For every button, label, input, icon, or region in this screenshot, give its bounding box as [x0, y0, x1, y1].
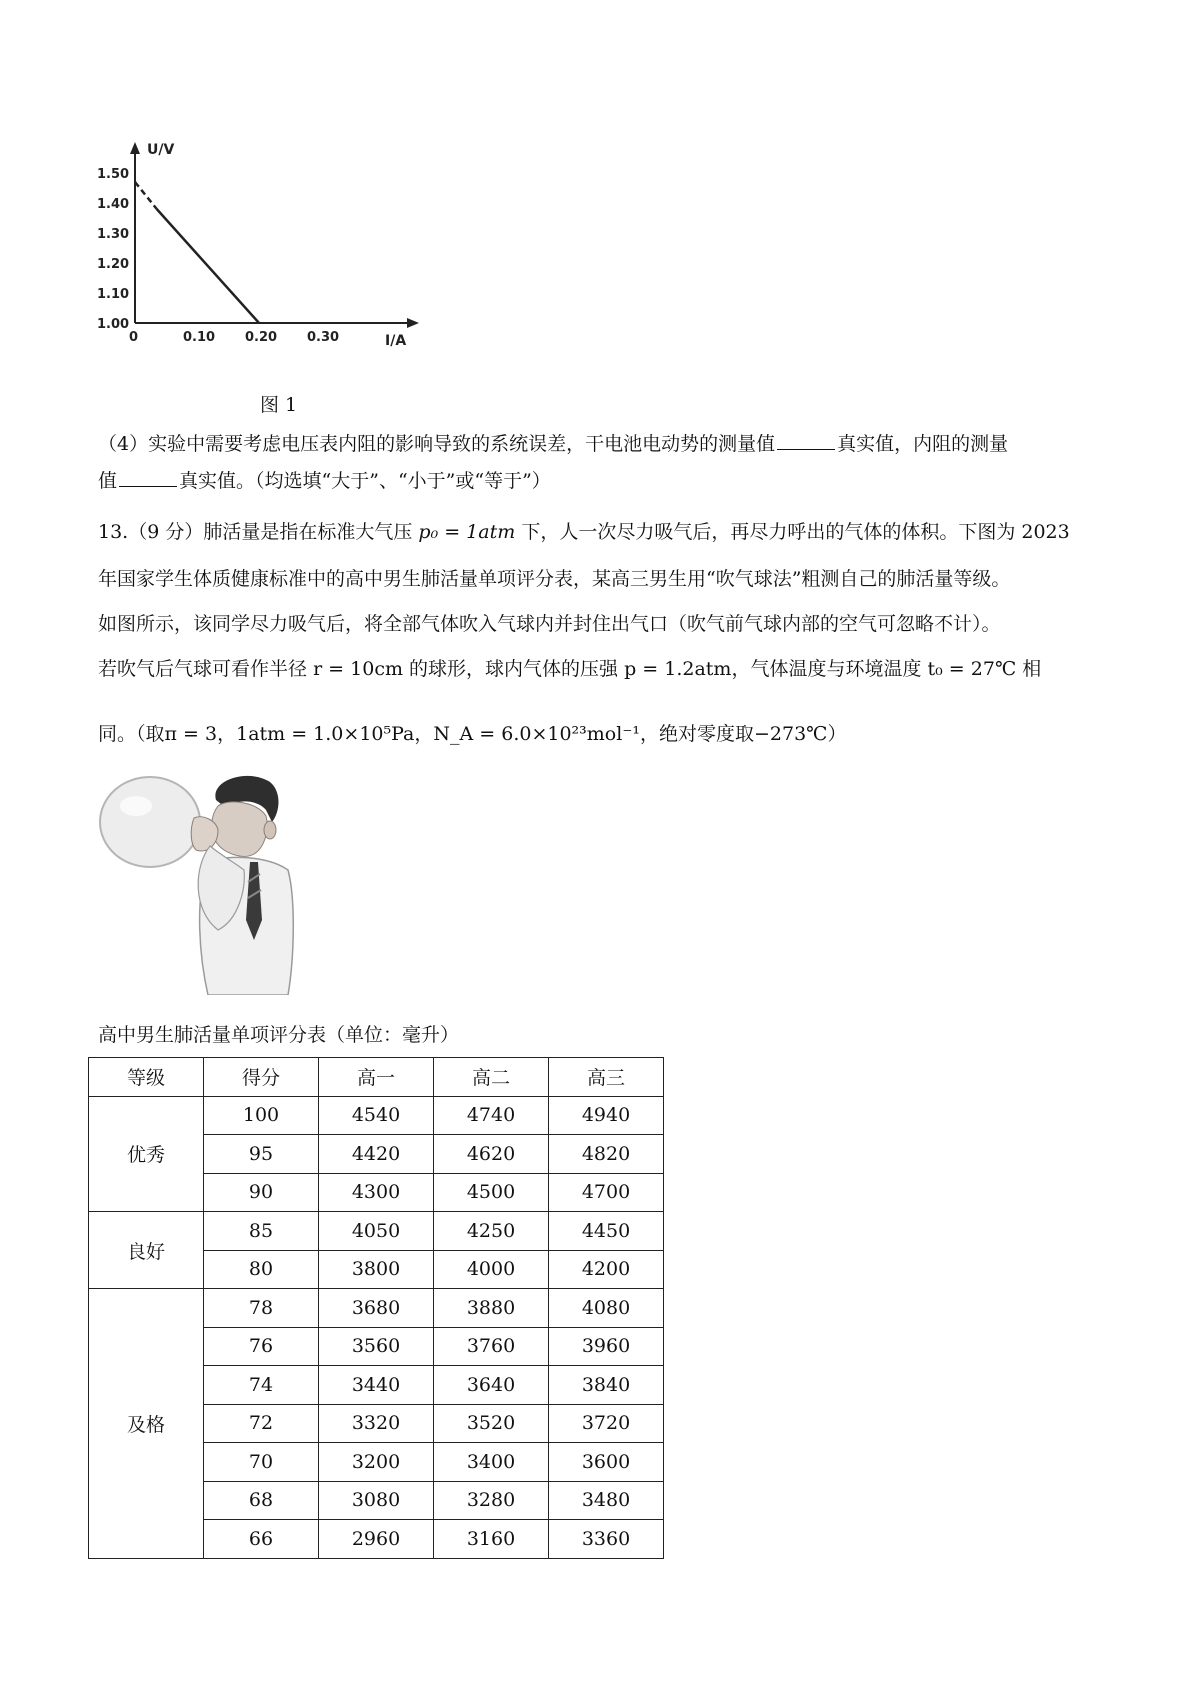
student-balloon-photo — [98, 770, 298, 995]
capacity-cell: 4540 — [319, 1096, 434, 1135]
capacity-cell: 3720 — [549, 1404, 664, 1443]
header-grade-11: 高二 — [434, 1058, 549, 1097]
q13-line-5: 同。（取π = 3，1atm = 1.0×10⁵Pa，N_A = 6.0×10²³mol⁻¹，绝对零度取−273℃） — [98, 723, 847, 745]
q13-intro: 13.（9 分）肺活量是指在标准大气压 — [98, 521, 413, 543]
capacity-cell: 4740 — [434, 1096, 549, 1135]
score-cell: 68 — [204, 1481, 319, 1520]
capacity-cell: 3640 — [434, 1366, 549, 1405]
header-grade-10: 高一 — [319, 1058, 434, 1097]
capacity-cell: 3680 — [319, 1289, 434, 1328]
math-abs-zero: −273℃ — [753, 723, 828, 745]
grade-cell: 及格 — [89, 1289, 204, 1559]
capacity-cell: 4820 — [549, 1135, 664, 1174]
capacity-cell: 3280 — [434, 1481, 549, 1520]
capacity-cell: 3880 — [434, 1289, 549, 1328]
score-cell: 90 — [204, 1173, 319, 1212]
capacity-cell: 3800 — [319, 1250, 434, 1289]
table-row — [89, 1212, 664, 1251]
balloon-illustration — [98, 770, 298, 995]
math-avogadro: N_A = 6.0×10²³mol⁻¹ — [433, 723, 640, 745]
capacity-cell: 4200 — [549, 1250, 664, 1289]
table-header-row — [89, 1058, 664, 1097]
capacity-cell: 3080 — [319, 1481, 434, 1520]
q4-text-c: 值 — [98, 470, 118, 492]
q13-text-1b: 下，人一次尽力吸气后，再尽力呼出的气体的体积。下图为 2023 — [521, 521, 1070, 543]
score-cell: 74 — [204, 1366, 319, 1405]
capacity-cell: 4420 — [319, 1135, 434, 1174]
math-temperature: t₀ = 27℃ — [927, 658, 1017, 680]
header-grade-12: 高三 — [549, 1058, 664, 1097]
capacity-cell: 4700 — [549, 1173, 664, 1212]
q4-text-a: （4）实验中需要考虑电压表内阻的影响导致的系统误差，干电池电动势的测量值 — [98, 433, 776, 455]
q13-line-1 — [98, 520, 1070, 546]
answer-blank-emf[interactable] — [777, 448, 835, 450]
capacity-cell: 3160 — [434, 1520, 549, 1559]
table-caption: 高中男生肺活量单项评分表（单位：毫升） — [98, 1024, 460, 1046]
q13-line-4 — [98, 657, 1041, 683]
math-radius: r = 10cm — [313, 658, 403, 680]
q4-line-1 — [98, 432, 1008, 458]
x-axis-arrow — [407, 318, 419, 328]
x-tick-label: 0.30 — [307, 330, 340, 345]
score-cell: 78 — [204, 1289, 319, 1328]
chart-svg — [95, 140, 465, 380]
q13-text-4a: 若吹气后气球可看作半径 — [98, 658, 308, 680]
q4-line-2 — [98, 469, 551, 495]
capacity-cell: 3480 — [549, 1481, 664, 1520]
score-cell: 66 — [204, 1520, 319, 1559]
figure-caption: 图 1 — [260, 394, 298, 416]
capacity-cell: 3760 — [434, 1327, 549, 1366]
capacity-cell: 4940 — [549, 1096, 664, 1135]
capacity-cell: 4450 — [549, 1212, 664, 1251]
grade-cell: 优秀 — [89, 1096, 204, 1212]
capacity-cell: 3960 — [549, 1327, 664, 1366]
capacity-cell: 4250 — [434, 1212, 549, 1251]
series-dashed-extrapolation — [135, 182, 157, 209]
math-pi: π = 3 — [164, 723, 218, 745]
x-tick-label: 0.20 — [245, 330, 278, 345]
q4-text-b: 真实值，内阻的测量 — [837, 433, 1009, 455]
y-axis-label: U/V — [147, 142, 175, 158]
x-axis-label: I/A — [385, 333, 407, 349]
x-tick-label: 0.10 — [183, 330, 216, 345]
capacity-cell: 4500 — [434, 1173, 549, 1212]
y-tick-label: 1.40 — [97, 197, 130, 212]
q13-line-2: 年国家学生体质健康标准中的高中男生肺活量单项评分表，某高三男生用“吹气球法”粗测自己的肺活量等级。 — [98, 568, 1011, 590]
capacity-cell: 4050 — [319, 1212, 434, 1251]
q13-line-3: 如图所示，该同学尽力吸气后，将全部气体吹入气球内并封住出气口（吹气前气球内部的空气可忽略不计）。 — [98, 613, 1001, 635]
y-tick-label: 1.30 — [97, 227, 130, 242]
capacity-cell: 3200 — [319, 1443, 434, 1482]
score-cell: 100 — [204, 1096, 319, 1135]
series-line — [157, 209, 259, 323]
y-tick-label: 1.20 — [97, 257, 130, 272]
capacity-cell: 3560 — [319, 1327, 434, 1366]
header-score: 得分 — [204, 1058, 319, 1097]
y-tick-label: 1.10 — [97, 287, 130, 302]
capacity-cell: 3360 — [549, 1520, 664, 1559]
score-cell: 80 — [204, 1250, 319, 1289]
y-tick-label: 1.50 — [97, 167, 130, 182]
vital-capacity-table — [88, 1057, 664, 1559]
answer-blank-resistance[interactable] — [119, 485, 177, 487]
q13-text-4d: 相 — [1022, 658, 1042, 680]
header-grade: 等级 — [89, 1058, 204, 1097]
math-pressure: p = 1.2atm — [624, 658, 732, 680]
score-cell: 95 — [204, 1135, 319, 1174]
table-row — [89, 1096, 664, 1135]
capacity-cell: 4620 — [434, 1135, 549, 1174]
q13-text-5a: 同。（取 — [98, 723, 165, 745]
q13-text-5c: ） — [827, 723, 847, 745]
math-p0: p₀ = 1atm — [418, 521, 516, 543]
capacity-cell: 3320 — [319, 1404, 434, 1443]
capacity-cell: 4000 — [434, 1250, 549, 1289]
math-atm: 1atm = 1.0×10⁵Pa — [236, 723, 415, 745]
table-row — [89, 1289, 664, 1328]
x-tick-label: 0 — [129, 330, 139, 345]
q13-text-4b: 的球形，球内气体的压强 — [409, 658, 619, 680]
q13-text-5b: ，绝对零度取 — [639, 723, 754, 745]
score-cell: 85 — [204, 1212, 319, 1251]
capacity-cell: 3840 — [549, 1366, 664, 1405]
capacity-cell: 2960 — [319, 1520, 434, 1559]
capacity-cell: 4300 — [319, 1173, 434, 1212]
q13-text-4c: ，气体温度与环境温度 — [731, 658, 922, 680]
capacity-cell: 3440 — [319, 1366, 434, 1405]
y-tick-label: 1.00 — [97, 317, 130, 332]
score-cell: 76 — [204, 1327, 319, 1366]
score-cell: 70 — [204, 1443, 319, 1482]
capacity-cell: 3400 — [434, 1443, 549, 1482]
y-axis-arrow — [130, 142, 140, 154]
grade-cell: 良好 — [89, 1212, 204, 1289]
capacity-cell: 3600 — [549, 1443, 664, 1482]
capacity-cell: 4080 — [549, 1289, 664, 1328]
score-cell: 72 — [204, 1404, 319, 1443]
u-i-chart — [95, 140, 465, 380]
q4-text-d: 真实值。（均选填“大于”、“小于”或“等于”） — [179, 470, 551, 492]
capacity-cell: 3520 — [434, 1404, 549, 1443]
